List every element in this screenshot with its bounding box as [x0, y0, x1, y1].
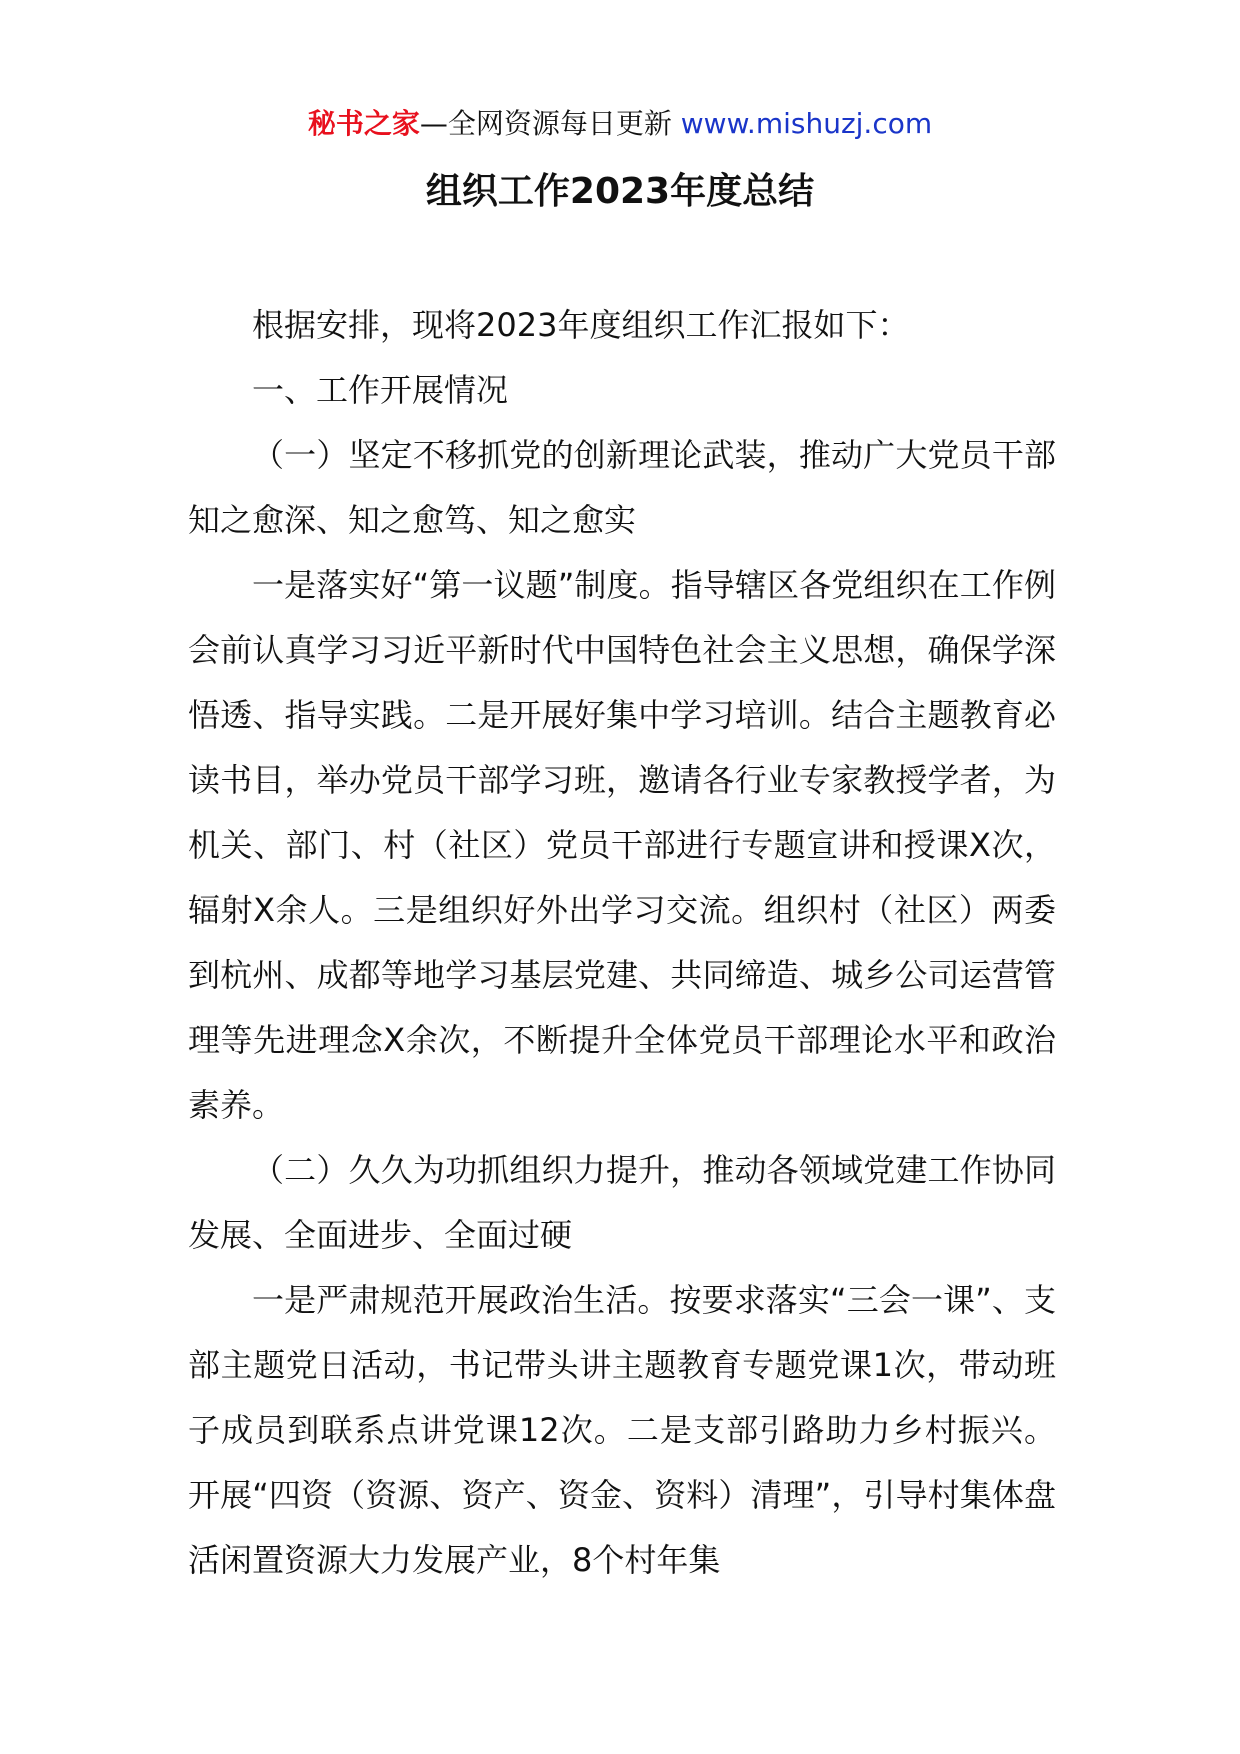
banner-slogan: —全网资源每日更新 — [419, 107, 681, 140]
banner-url[interactable]: www.mishuzj.com — [680, 107, 933, 140]
subsection-heading-1: （一）坚定不移抓党的创新理论武装，推动广大党员干部知之愈深、知之愈笃、知之愈实 — [188, 436, 1056, 539]
document-title: 组织工作2023年度总结 — [425, 171, 815, 212]
body-paragraph-1: 一是落实好“第一议题”制度。指导辖区各党组织在工作例会前认真学习习近平新时代中国特色社会主义思想，确保学深悟透、指导实践。二是开展好集中学习培训。结合主题教育必读书目，举办党员干部学习班，邀请各行业专家教授学者，为机关、部门、村（社区）党员干部进行专题宣讲和授课X次，辐射X余人。三是组织好外出学习交流。组织村（社区）两委到杭州、成都等地学习基层党建、共同缔造、城乡公司运营管理等先进理念X余次，不断提升全体党员干部理论水平和政治素养。 — [188, 566, 1056, 1124]
body-paragraph-2: 一是严肃规范开展政治生活。按要求落实“三会一课”、支部主题党日活动，书记带头讲主题教育专题党课1次，带动班子成员到联系点讲党课12次。二是支部引路助力乡村振兴。开展“四资（资源、资产、资金、资料）清理”，引导村集体盘活闲置资源大力发展产业，8个村年集 — [188, 1281, 1056, 1579]
subsection-heading-2: （二）久久为功抓组织力提升，推动各领域党建工作协同发展、全面进步、全面过硬 — [188, 1151, 1056, 1254]
site-banner — [0, 102, 1240, 146]
brand-name: 秘书之家 — [307, 107, 420, 140]
section-heading: 一、工作开展情况 — [252, 371, 509, 409]
document-body — [188, 293, 1056, 1593]
intro-paragraph: 根据安排，现将2023年度组织工作汇报如下： — [252, 306, 910, 344]
